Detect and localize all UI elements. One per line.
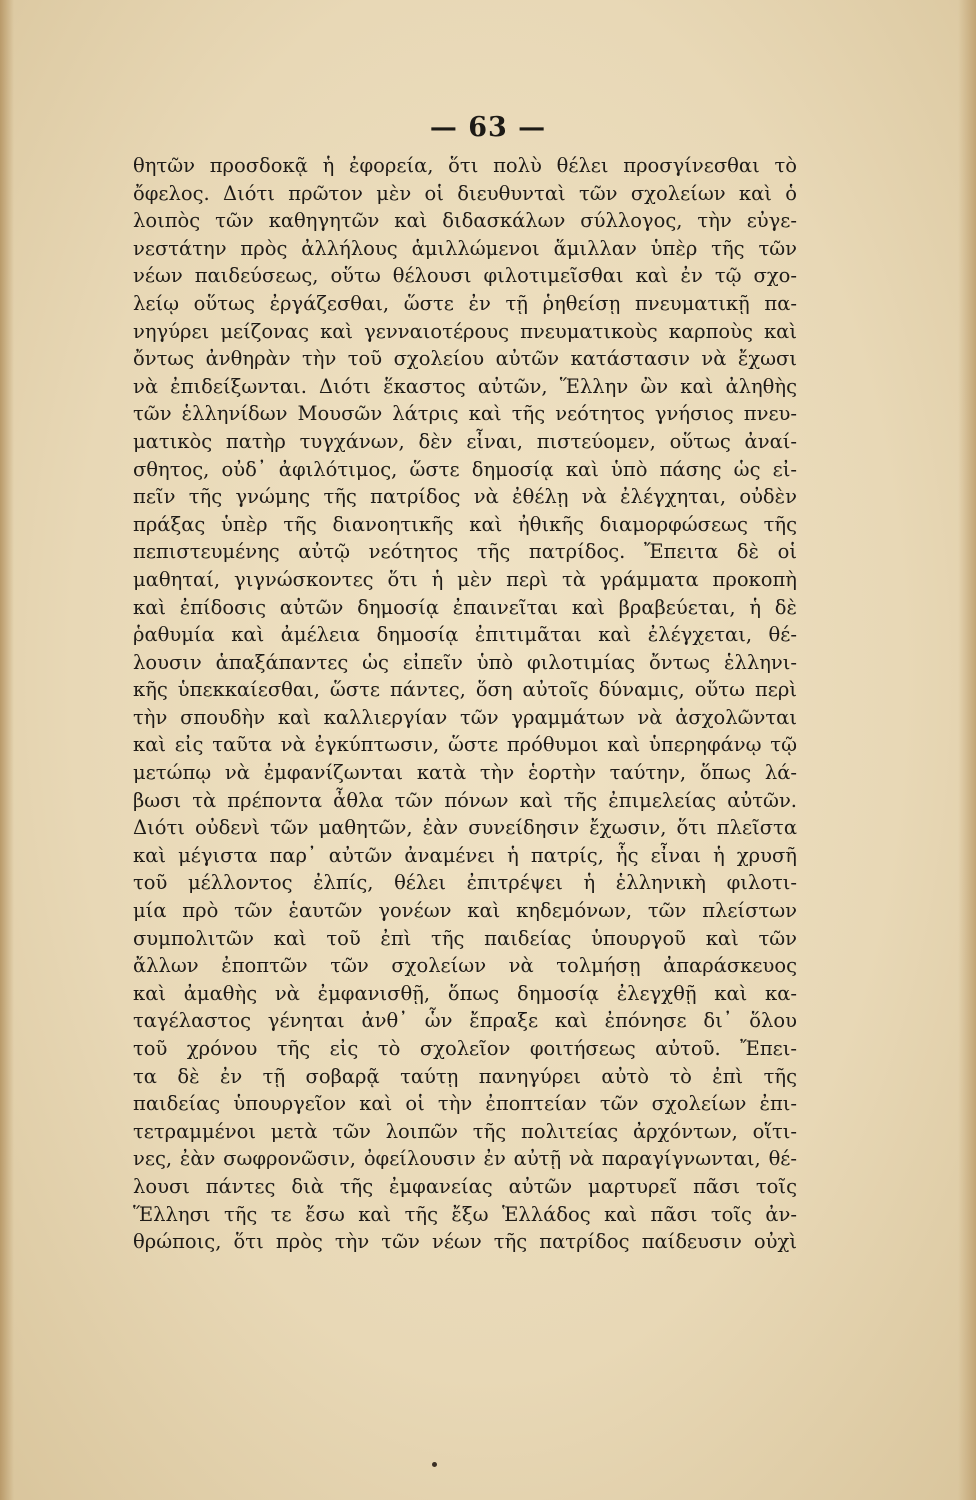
text-line: τα δὲ ἐν τῇ σοβαρᾷ ταύτῃ πανηγύρει αὐτὸ τὸ ἐπὶ τῆς [133,1064,797,1088]
text-line: τοῦ χρόνου τῆς εἰς τὸ σχολεῖον φοιτήσεως αὐτοῦ. Ἔπει- [133,1037,797,1060]
text-line: μετώπῳ νὰ ἐμφανίζωνται κατὰ τὴν ἑορτὴν ταύτην, ὅπως λά- [133,761,797,785]
text-line: παιδείας ὑπουργεῖον καὶ οἱ τὴν ἐποπτείαν τῶν σχολείων ἐπι- [133,1092,797,1116]
text-line: νὰ ἐπιδείξωνται. Διότι ἕκαστος αὐτῶν, Ἕλλην ὢν καὶ ἀληθὴς [133,374,797,398]
text-line: λουσι πάντες διὰ τῆς ἐμφανείας αὐτῶν μαρτυρεῖ πᾶσι τοῖς [133,1174,797,1198]
text-line: καὶ εἰς ταῦτα νὰ ἐγκύπτωσιν, ὥστε πρόθυμοι καὶ ὑπερηφάνῳ τῷ [133,733,797,757]
page-edge-right [958,0,976,1500]
text-line: τοῦ μέλλοντος ἐλπίς, θέλει ἐπιτρέψει ἡ ἑλληνικὴ φιλοτι- [133,871,797,895]
text-line: λοιπὸς τῶν καθηγητῶν καὶ διδασκάλων σύλλογος, τὴν εὐγε- [133,209,797,233]
text-line: ὄφελος. Διότι πρῶτον μὲν οἱ διευθυνταὶ τῶν σχολείων καὶ ὁ [133,181,797,205]
text-line: λουσιν ἁπαξάπαντες ὡς εἰπεῖν ὑπὸ φιλοτιμίας ὄντως ἑλληνι- [133,650,797,674]
text-line: καὶ ἀμαθὴς νὰ ἐμφανισθῇ, ὅπως δημοσίᾳ ἐλεγχθῇ καὶ κα- [133,981,797,1005]
text-line: ἄλλων ἐποπτῶν τῶν σχολείων νὰ τολμήσῃ ἀπαράσκευος [133,954,797,978]
text-line: νες, ἐὰν σωφρονῶσιν, ὀφείλουσιν ἐν αὐτῇ νὰ παραγίγνωνται, θέ- [133,1147,797,1171]
text-line: θητῶν προσδοκᾷ ἡ ἐφορεία, ὅτι πολὺ θέλει προσγίνεσθαι τὸ [133,154,797,177]
text-line: μία πρὸ τῶν ἑαυτῶν γονέων καὶ κηδεμόνων, τῶν πλείστων [133,899,797,923]
page-number: — 63 — [429,112,547,143]
text-line: ὄντως ἀνθηρὰν τὴν τοῦ σχολείου αὐτῶν κατάστασιν νὰ ἔχωσι [133,347,797,371]
text-line: Ἕλλησι τῆς τε ἔσω καὶ τῆς ἔξω Ἑλλάδος καὶ πᾶσι τοῖς ἀν- [133,1202,797,1226]
text-line: σθητος, οὐδ᾽ ἀφιλότιμος, ὥστε δημοσίᾳ καὶ ὑπὸ πάσης ὡς εἰ- [133,457,797,481]
text-line: ματικὸς πατὴρ τυγχάνων, δὲν εἶναι, πιστεύομεν, οὕτως ἀναί- [133,429,797,453]
body-text [133,152,797,1256]
text-line: ῥαθυμία καὶ ἀμέλεια δημοσίᾳ ἐπιτιμᾶται καὶ ἐλέγχεται, θέ- [133,623,797,647]
text-line: κῆς ὑπεκκαίεσθαι, ὥστε πάντες, ὅση αὐτοῖς δύναμις, οὕτω περὶ [133,678,797,702]
text-line: πράξας ὑπὲρ τῆς διανοητικῆς καὶ ἠθικῆς διαμορφώσεως τῆς [133,512,797,536]
text-line: πεπιστευμένης αὐτῷ νεότητος τῆς πατρίδος. Ἔπειτα δὲ οἱ [133,540,797,564]
text-line: νέων παιδεύσεως, οὕτω θέλουσι φιλοτιμεῖσθαι καὶ ἐν τῷ σχο- [133,264,797,288]
text-line: λείῳ οὕτως ἐργάζεσθαι, ὥστε ἐν τῇ ῥηθείσῃ πνευματικῇ πα- [133,291,797,315]
text-line: νηγύρει μείζονας καὶ γενναιοτέρους πνευματικοὺς καρποὺς καὶ [133,319,797,343]
text-line: μαθηταί, γιγνώσκοντες ὅτι ἡ μὲν περὶ τὰ γράμματα προκοπὴ [133,567,797,591]
text-line: τῶν ἑλληνίδων Μουσῶν λάτρις καὶ τῆς νεότητος γνήσιος πνευ- [133,402,797,426]
text-line: τὴν σπουδὴν καὶ καλλιεργίαν τῶν γραμμάτων νὰ ἀσχολῶνται [133,705,797,729]
text-line: καὶ ἐπίδοσις αὐτῶν δημοσίᾳ ἐπαινεῖται καὶ βραβεύεται, ἡ δὲ [133,595,797,619]
text-line: βωσι τὰ πρέποντα ἆθλα τῶν πόνων καὶ τῆς ἐπιμελείας αὐτῶν. [133,788,797,812]
text-line: συμπολιτῶν καὶ τοῦ ἐπὶ τῆς παιδείας ὑπουργοῦ καὶ τῶν [133,926,797,950]
text-line: Διότι οὐδενὶ τῶν μαθητῶν, ἐὰν συνείδησιν ἔχωσιν, ὅτι πλεῖστα [133,816,797,840]
text-line: θρώποις, ὅτι πρὸς τὴν τῶν νέων τῆς πατρίδος παίδευσιν οὐχὶ [133,1230,797,1254]
page-edge-left [0,0,14,1500]
text-line: καὶ μέγιστα παρ᾽ αὐτῶν ἀναμένει ἡ πατρίς, ἧς εἶναι ἡ χρυσῆ [133,843,797,867]
ink-dot [432,1462,437,1467]
text-line: ταγέλαστος γένηται ἀνθ᾽ ὧν ἔπραξε καὶ ἐπόνησε δι᾽ ὅλου [133,1009,797,1033]
text-line: τετραμμένοι μετὰ τῶν λοιπῶν τῆς πολιτείας ἀρχόντων, οἵτι- [133,1119,797,1143]
text-line: πεῖν τῆς γνώμης τῆς πατρίδος νὰ ἐθέλῃ νὰ ἐλέγχηται, οὐδὲν [133,485,797,509]
text-line: νεστάτην πρὸς ἀλλήλους ἁμιλλώμενοι ἅμιλλαν ὑπὲρ τῆς τῶν [133,236,797,260]
